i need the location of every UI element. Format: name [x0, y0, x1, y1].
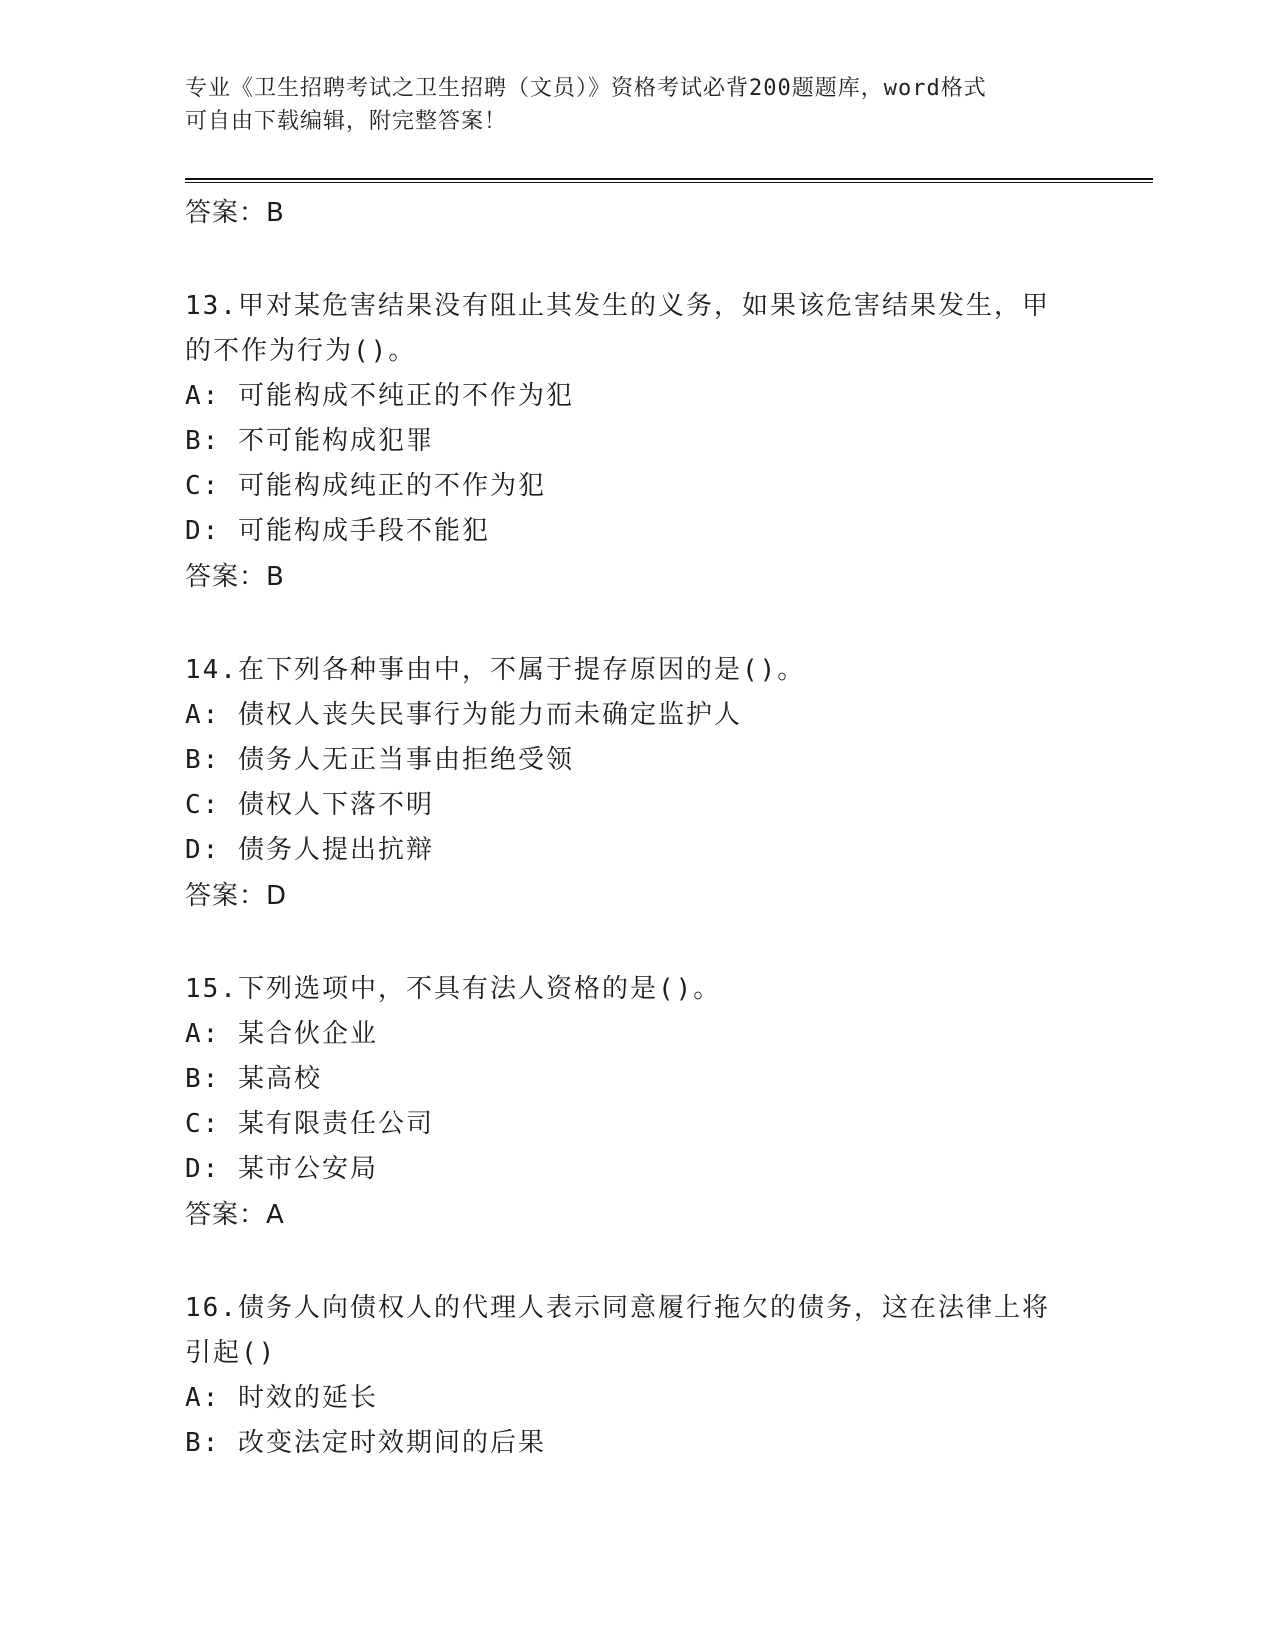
header-title-line-2: 可自由下载编辑，附完整答案！ — [185, 109, 508, 134]
question-stem — [185, 284, 1065, 374]
option-b: B: 不可能构成犯罪 — [185, 426, 434, 456]
option-a: A: 债权人丧失民事行为能力而未确定监护人 — [185, 700, 742, 730]
header-divider — [185, 178, 1153, 183]
option-a: A: 时效的延长 — [185, 1383, 378, 1413]
option-b: B: 改变法定时效期间的后果 — [185, 1428, 546, 1458]
option-c: C: 债权人下落不明 — [185, 790, 434, 820]
question-stem — [185, 1286, 1065, 1376]
option-b: B: 某高校 — [185, 1064, 322, 1094]
page-header — [185, 72, 1065, 138]
option-c: C: 可能构成纯正的不作为犯 — [185, 471, 546, 501]
option-d: D: 某市公安局 — [185, 1154, 378, 1184]
question-list — [185, 190, 1085, 1466]
option-d: D: 可能构成手段不能犯 — [185, 516, 490, 546]
answer-line: 答案：B — [185, 198, 285, 228]
question-stem-line: 16.债务人向债权人的代理人表示同意履行拖欠的债务，这在法律上将 — [185, 1293, 1050, 1323]
option-d: D: 债务人提出抗辩 — [185, 835, 434, 865]
option-b: B: 债务人无正当事由拒绝受领 — [185, 745, 574, 775]
question-13 — [185, 284, 1085, 600]
option-a: A: 可能构成不纯正的不作为犯 — [185, 381, 574, 411]
question-stem-line: 15.下列选项中，不具有法人资格的是()。 — [185, 974, 722, 1004]
question-16 — [185, 1286, 1085, 1466]
question-stem-line: 13.甲对某危害结果没有阻止其发生的义务，如果该危害结果发生，甲 — [185, 291, 1050, 321]
question-15 — [185, 967, 1085, 1238]
question-stem-line: 14.在下列各种事由中，不属于提存原因的是()。 — [185, 655, 806, 685]
question-stem — [185, 648, 1065, 693]
question-stem — [185, 967, 1065, 1012]
header-title-line-1: 专业《卫生招聘考试之卫生招聘（文员）》资格考试必背200题题库，word格式 — [185, 76, 987, 101]
question-stem-line: 的不作为行为()。 — [185, 336, 417, 366]
option-c: C: 某有限责任公司 — [185, 1109, 434, 1139]
question-14 — [185, 648, 1085, 919]
question-stem-line: 引起() — [185, 1338, 277, 1368]
answer-line: 答案：B — [185, 562, 285, 592]
option-a: A: 某合伙企业 — [185, 1019, 378, 1049]
answer-line: 答案：D — [185, 881, 288, 911]
answer-line: 答案：A — [185, 1200, 285, 1230]
